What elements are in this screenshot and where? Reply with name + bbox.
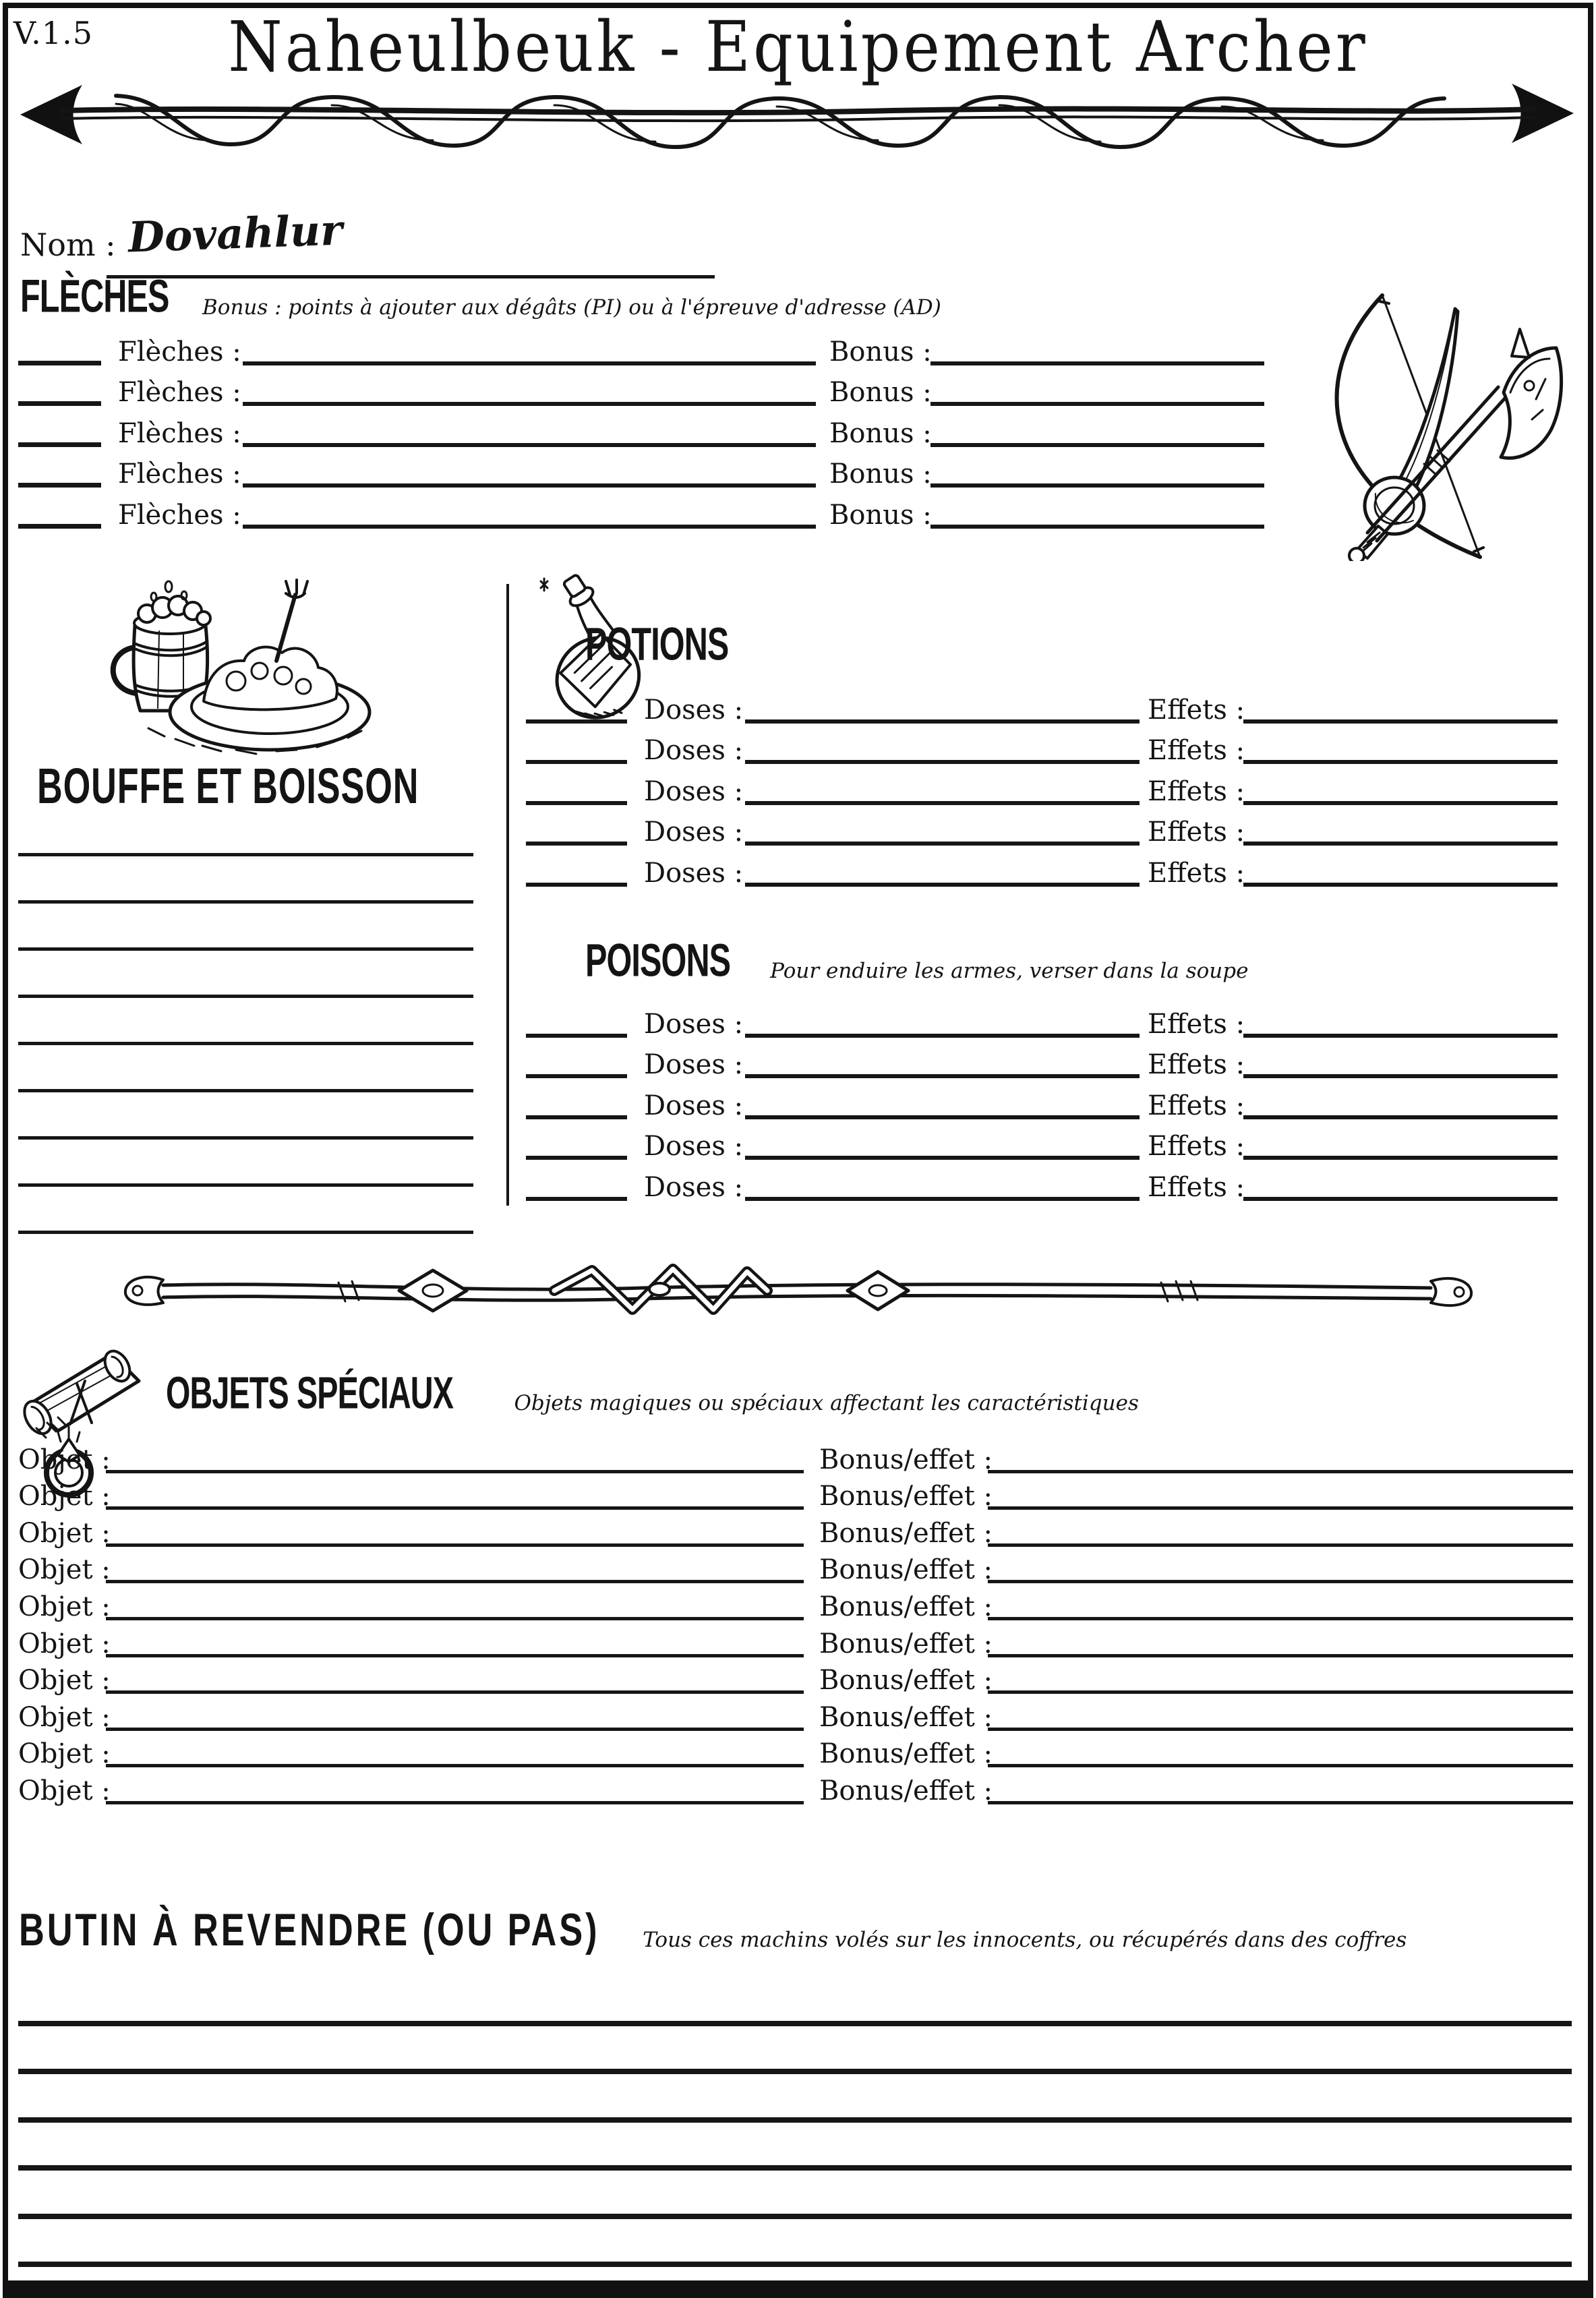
poisons-rows: [526, 997, 1561, 1201]
objets-header-row: [166, 1368, 1139, 1419]
potion-effets-line[interactable]: [1243, 760, 1558, 764]
fleches-qty-line[interactable]: [18, 401, 101, 406]
poison-effets-label: Effets :: [1148, 1171, 1245, 1203]
potions-heading: POTIONS: [585, 618, 729, 670]
butin-note: Tous ces machins volés sur les innocents, ou récupérés dans des coffres: [643, 1928, 1407, 1952]
blank-writing-line[interactable]: [18, 2123, 1572, 2171]
fleches-bonus-label: Bonus :: [829, 417, 932, 449]
potion-effets-line[interactable]: [1243, 719, 1558, 724]
objet-bonus-line[interactable]: [988, 1654, 1573, 1657]
objet-label: Objet :: [18, 1775, 111, 1806]
potion-doses-label: Doses :: [644, 735, 744, 766]
objet-name-line[interactable]: [106, 1654, 804, 1657]
fleches-qty-line[interactable]: [18, 442, 101, 447]
fleches-label: Flèches :: [118, 336, 241, 367]
potion-row: [526, 805, 1561, 846]
objet-label: Objet :: [18, 1665, 111, 1697]
staff-divider-icon: [116, 1262, 1481, 1319]
objet-bonus-line[interactable]: [988, 1617, 1573, 1620]
potion-doses-label: Doses :: [644, 817, 744, 848]
poisons-heading: POISONS: [585, 935, 731, 986]
objet-bonus-line[interactable]: [988, 1801, 1573, 1804]
objets-note: Objets magiques ou spéciaux affectant les caractéristiques: [514, 1391, 1139, 1415]
poison-doses-label: Doses :: [644, 1008, 744, 1040]
objet-name-line[interactable]: [106, 1764, 804, 1767]
fleches-bonus-line[interactable]: [930, 402, 1264, 406]
fleches-name-line[interactable]: [243, 483, 816, 488]
objet-bonus-line[interactable]: [988, 1580, 1573, 1583]
potion-effets-label: Effets :: [1148, 857, 1245, 889]
objet-row: [18, 1473, 1578, 1510]
poison-row: [526, 1119, 1561, 1160]
objet-name-line[interactable]: [106, 1801, 804, 1804]
poison-effets-label: Effets :: [1148, 1049, 1245, 1080]
fleches-note: Bonus : points à ajouter aux dégâts (PI) ou à l'épreuve d'adresse (AD): [202, 295, 941, 320]
potion-qty-line[interactable]: [526, 760, 627, 764]
food-icon: [67, 579, 378, 759]
butin-lines: [18, 1978, 1572, 2298]
fleches-qty-line[interactable]: [18, 524, 101, 529]
blank-writing-line[interactable]: [18, 2026, 1572, 2075]
objets-heading: OBJETS SPÉCIAUX: [166, 1368, 454, 1419]
objet-row: [18, 1657, 1578, 1695]
objet-bonus-label: Bonus/effet :: [819, 1444, 993, 1475]
objet-bonus-label: Bonus/effet :: [819, 1481, 993, 1512]
fleches-label: Flèches :: [118, 377, 241, 409]
potion-effets-label: Effets :: [1148, 694, 1245, 726]
objet-row: [18, 1620, 1578, 1657]
potion-effets-label: Effets :: [1148, 735, 1245, 766]
poison-doses-line[interactable]: [745, 1074, 1140, 1078]
potion-row: [526, 764, 1561, 805]
potion-doses-line[interactable]: [745, 801, 1140, 805]
potion-row: [526, 724, 1561, 765]
objet-bonus-label: Bonus/effet :: [819, 1517, 993, 1549]
objet-bonus-line[interactable]: [988, 1506, 1573, 1510]
potion-effets-line[interactable]: [1243, 801, 1558, 805]
potion-row: [526, 682, 1561, 724]
poison-effets-line[interactable]: [1243, 1197, 1558, 1201]
objet-label: Objet :: [18, 1701, 111, 1733]
poison-doses-line[interactable]: [745, 1034, 1140, 1038]
objet-bonus-label: Bonus/effet :: [819, 1591, 993, 1622]
objet-name-line[interactable]: [106, 1506, 804, 1510]
fleches-name-line[interactable]: [243, 402, 816, 406]
objet-bonus-label: Bonus/effet :: [819, 1701, 993, 1733]
objet-name-line[interactable]: [106, 1728, 804, 1731]
name-value: Dovahlur: [127, 205, 343, 262]
blank-writing-line[interactable]: [18, 1092, 473, 1140]
potion-doses-line[interactable]: [745, 719, 1140, 724]
potion-qty-line[interactable]: [526, 842, 627, 846]
objet-row: [18, 1436, 1578, 1473]
objet-row: [18, 1510, 1578, 1547]
potion-row: [526, 846, 1561, 887]
fleches-bonus-label: Bonus :: [829, 499, 932, 531]
fleches-row: [18, 447, 1299, 488]
objet-bonus-label: Bonus/effet :: [819, 1554, 993, 1586]
fleches-name-line[interactable]: [243, 443, 816, 447]
blank-writing-line[interactable]: [18, 2171, 1572, 2219]
objet-label: Objet :: [18, 1738, 111, 1770]
potion-qty-line[interactable]: [526, 719, 627, 724]
poison-row: [526, 1038, 1561, 1079]
objet-name-line[interactable]: [106, 1617, 804, 1620]
fleches-bonus-line[interactable]: [930, 483, 1264, 488]
column-divider: [506, 584, 509, 1206]
blank-writing-line[interactable]: [18, 1187, 473, 1234]
fleches-bonus-line[interactable]: [930, 361, 1264, 365]
objet-row: [18, 1547, 1578, 1584]
potion-effets-line[interactable]: [1243, 842, 1558, 846]
objet-bonus-line[interactable]: [988, 1764, 1573, 1767]
potion-doses-label: Doses :: [644, 857, 744, 889]
fleches-name-line[interactable]: [243, 361, 816, 365]
poison-doses-label: Doses :: [644, 1090, 744, 1121]
potion-effets-label: Effets :: [1148, 817, 1245, 848]
poison-effets-line[interactable]: [1243, 1156, 1558, 1160]
objet-label: Objet :: [18, 1591, 111, 1622]
objet-bonus-label: Bonus/effet :: [819, 1738, 993, 1770]
potion-doses-line[interactable]: [745, 842, 1140, 846]
blank-writing-line[interactable]: [18, 809, 473, 856]
poison-doses-label: Doses :: [644, 1049, 744, 1080]
fleches-bonus-line[interactable]: [930, 443, 1264, 447]
fleches-heading: FLÈCHES: [20, 270, 169, 322]
fleches-bonus-label: Bonus :: [829, 459, 932, 490]
blank-writing-line[interactable]: [18, 2267, 1572, 2298]
objet-label: Objet :: [18, 1517, 111, 1549]
objet-row: [18, 1731, 1578, 1768]
fleches-bonus-label: Bonus :: [829, 336, 932, 367]
poison-effets-line[interactable]: [1243, 1074, 1558, 1078]
objet-label: Objet :: [18, 1554, 111, 1586]
objet-name-line[interactable]: [106, 1690, 804, 1694]
version-label: V.1.5: [13, 15, 93, 51]
blank-writing-line[interactable]: [18, 998, 473, 1045]
objet-bonus-line[interactable]: [988, 1543, 1573, 1547]
poison-qty-line[interactable]: [526, 1074, 627, 1078]
weapons-icon: [1281, 291, 1564, 561]
poison-qty-line[interactable]: [526, 1156, 627, 1160]
butin-heading: BUTIN À REVENDRE (OU PAS): [19, 1904, 600, 1955]
potion-doses-label: Doses :: [644, 775, 744, 807]
potion-effets-label: Effets :: [1148, 775, 1245, 807]
objet-bonus-label: Bonus/effet :: [819, 1775, 993, 1806]
fleches-qty-line[interactable]: [18, 483, 101, 488]
fleches-label: Flèches :: [118, 459, 241, 490]
blank-writing-line[interactable]: [18, 2074, 1572, 2123]
poison-doses-line[interactable]: [745, 1115, 1140, 1119]
poison-qty-line[interactable]: [526, 1115, 627, 1119]
arrow-divider-icon: [15, 78, 1579, 152]
objet-row: [18, 1694, 1578, 1731]
poison-effets-label: Effets :: [1148, 1008, 1245, 1040]
potion-doses-line[interactable]: [745, 883, 1140, 887]
poison-doses-label: Doses :: [644, 1171, 744, 1203]
fleches-row: [18, 488, 1299, 529]
fleches-name-line[interactable]: [243, 525, 816, 529]
objet-bonus-line[interactable]: [988, 1690, 1573, 1694]
poison-qty-line[interactable]: [526, 1197, 627, 1201]
objet-bonus-line[interactable]: [988, 1728, 1573, 1731]
name-line[interactable]: [107, 275, 715, 278]
blank-writing-line[interactable]: [18, 904, 473, 951]
poison-effets-line[interactable]: [1243, 1115, 1558, 1119]
objet-name-line[interactable]: [106, 1470, 804, 1473]
blank-writing-line[interactable]: [18, 1978, 1572, 2026]
objet-row: [18, 1583, 1578, 1620]
objets-rows: [18, 1436, 1578, 1804]
fleches-qty-line[interactable]: [18, 361, 101, 365]
fleches-label: Flèches :: [118, 417, 241, 449]
potions-rows: [526, 682, 1561, 887]
bouffe-lines: [18, 809, 473, 1234]
potion-effets-line[interactable]: [1243, 883, 1558, 887]
poison-row: [526, 997, 1561, 1038]
objet-row: [18, 1767, 1578, 1804]
fleches-label: Flèches :: [118, 499, 241, 531]
poison-effets-label: Effets :: [1148, 1090, 1245, 1121]
poison-doses-line[interactable]: [745, 1156, 1140, 1160]
fleches-row: [18, 365, 1299, 407]
blank-writing-line[interactable]: [18, 1045, 473, 1092]
fleches-bonus-line[interactable]: [930, 525, 1264, 529]
potion-qty-line[interactable]: [526, 801, 627, 805]
poison-effets-label: Effets :: [1148, 1131, 1245, 1162]
poison-doses-label: Doses :: [644, 1131, 744, 1162]
objet-label: Objet :: [18, 1444, 111, 1475]
objet-label: Objet :: [18, 1481, 111, 1512]
poison-effets-line[interactable]: [1243, 1034, 1558, 1038]
blank-writing-line[interactable]: [18, 951, 473, 998]
objet-bonus-label: Bonus/effet :: [819, 1628, 993, 1659]
objet-bonus-label: Bonus/effet :: [819, 1665, 993, 1697]
objet-label: Objet :: [18, 1628, 111, 1659]
name-label: Nom :: [20, 227, 116, 263]
butin-header-row: [19, 1904, 1407, 1955]
poison-row: [526, 1078, 1561, 1119]
objet-name-line[interactable]: [106, 1580, 804, 1583]
potion-doses-line[interactable]: [745, 760, 1140, 764]
blank-writing-line[interactable]: [18, 1140, 473, 1187]
poison-row: [526, 1160, 1561, 1201]
poison-doses-line[interactable]: [745, 1197, 1140, 1201]
bouffe-heading: BOUFFE ET BOISSON: [37, 758, 419, 815]
page-title: Naheulbeuk - Equipement Archer: [228, 7, 1368, 88]
objet-bonus-line[interactable]: [988, 1470, 1573, 1473]
poisons-note: Pour enduire les armes, verser dans la soupe: [770, 959, 1249, 983]
blank-writing-line[interactable]: [18, 2219, 1572, 2268]
potion-qty-line[interactable]: [526, 883, 627, 887]
poison-qty-line[interactable]: [526, 1034, 627, 1038]
blank-writing-line[interactable]: [18, 856, 473, 904]
fleches-row: [18, 406, 1299, 447]
poisons-header-row: [585, 935, 1249, 986]
fleches-rows: [18, 324, 1299, 529]
objet-name-line[interactable]: [106, 1543, 804, 1547]
fleches-row: [18, 324, 1299, 365]
potion-doses-label: Doses :: [644, 694, 744, 726]
fleches-bonus-label: Bonus :: [829, 377, 932, 409]
